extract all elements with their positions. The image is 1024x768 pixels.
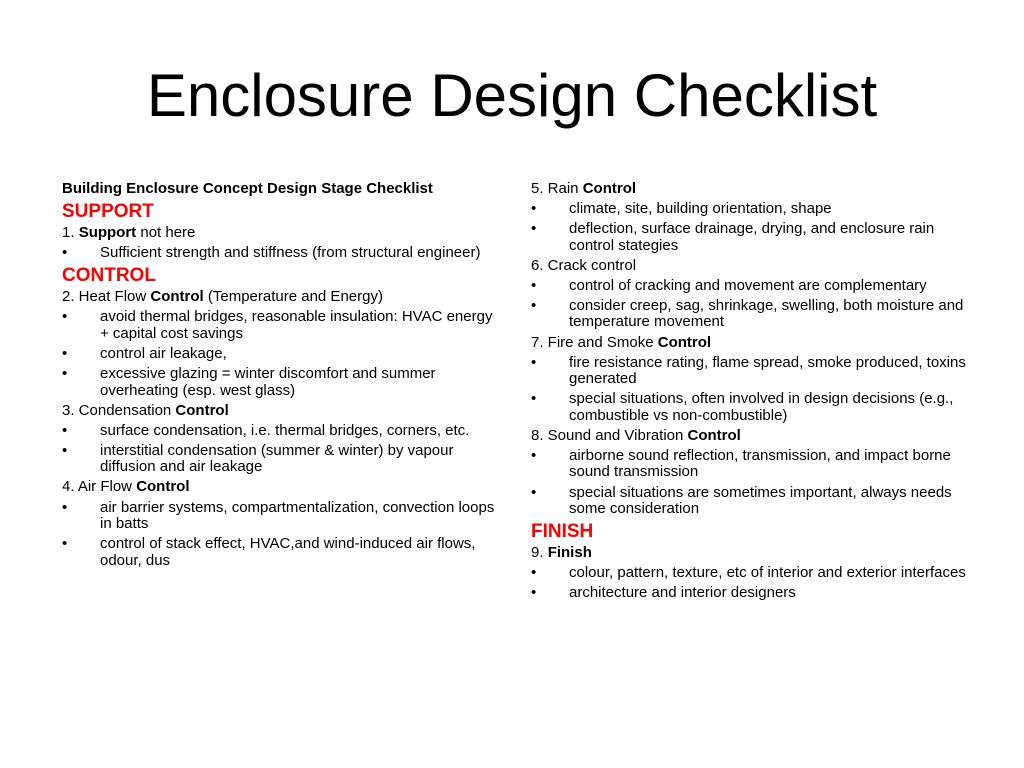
bullet-icon: • bbox=[531, 296, 537, 314]
item-7-heading: 7. Fire and Smoke Control bbox=[531, 333, 712, 351]
bullet-icon: • bbox=[531, 390, 537, 408]
item-1-heading: 1. Support not here bbox=[62, 224, 196, 242]
right-column bbox=[531, 181, 976, 605]
item-2-heading: 2. Heat Flow Control (Temperature and Energy) bbox=[62, 288, 383, 306]
list-item: • interstitial condensation (summer & winter) by vapour diffusion and air leakage bbox=[62, 441, 454, 476]
item-8-heading: 8. Sound and Vibration Control bbox=[531, 426, 741, 444]
bullet-icon: • bbox=[62, 441, 68, 459]
list-item: • deflection, surface drainage, drying, and enclosure rain control stategies bbox=[531, 220, 935, 254]
bullet-icon: • bbox=[531, 564, 537, 582]
list-item: • architecture and interior designers bbox=[531, 584, 796, 602]
section-heading-support: SUPPORT bbox=[62, 201, 154, 223]
bullet-icon: • bbox=[531, 220, 537, 238]
bullet-icon: • bbox=[531, 584, 537, 602]
list-item: • control air leakage, bbox=[62, 344, 227, 362]
list-item: • Sufficient strength and stiffness (from structural engineer) bbox=[62, 244, 481, 262]
bullet-icon: • bbox=[531, 483, 537, 501]
list-item: • control of cracking and movement are complementary bbox=[531, 276, 927, 294]
bullet-icon: • bbox=[62, 421, 68, 439]
slide-title: Enclosure Design Checklist bbox=[146, 62, 878, 129]
bullet-icon: • bbox=[62, 244, 68, 262]
list-item: • control of stack effect, HVAC,and wind-induced air flows, odour, dus bbox=[62, 535, 476, 569]
bullet-icon: • bbox=[531, 353, 537, 371]
list-item: • surface condensation, i.e. thermal bridges, corners, etc. bbox=[62, 421, 470, 439]
item-9-heading: 9. Finish bbox=[531, 544, 592, 562]
item-6-heading: 6. Crack control bbox=[531, 256, 637, 274]
bullet-icon: • bbox=[531, 276, 537, 294]
item-5-heading: 5. Rain Control bbox=[531, 180, 637, 197]
bullet-icon: • bbox=[531, 200, 537, 218]
bullet-icon: • bbox=[62, 308, 68, 326]
item-3-heading: 3. Condensation Control bbox=[62, 401, 229, 419]
checklist-subtitle: Building Enclosure Concept Design Stage Checklist bbox=[62, 180, 433, 197]
bullet-icon: • bbox=[62, 344, 68, 362]
list-item: • consider creep, sag, shrinkage, swelling, both moisture and temperature movement bbox=[531, 296, 964, 331]
list-item: • excessive glazing = winter discomfort and summer overheating (esp. west glass) bbox=[62, 365, 436, 399]
list-item: • colour, pattern, texture, etc of interior and exterior interfaces bbox=[531, 564, 966, 582]
bullet-icon: • bbox=[62, 365, 68, 383]
bullet-icon: • bbox=[531, 446, 537, 464]
section-heading-finish: FINISH bbox=[531, 521, 594, 543]
bullet-icon: • bbox=[62, 498, 68, 516]
list-item: • special situations, often involved in design decisions (e.g., combustible vs non-combustible) bbox=[531, 390, 954, 424]
item-4-heading: 4. Air Flow Control bbox=[62, 478, 190, 496]
section-heading-control: CONTROL bbox=[62, 265, 156, 287]
list-item: • airborne sound reflection, transmission, and impact borne sound transmission bbox=[531, 446, 951, 481]
list-item: • avoid thermal bridges, reasonable insulation: HVAC energy + capital cost savings bbox=[62, 308, 493, 342]
list-item: • fire resistance rating, flame spread, smoke produced, toxins generated bbox=[531, 353, 966, 388]
list-item: • air barrier systems, compartmentalization, convection loops in batts bbox=[62, 498, 495, 533]
list-item: • climate, site, building orientation, shape bbox=[531, 200, 832, 218]
bullet-icon: • bbox=[62, 535, 68, 553]
list-item: • special situations are sometimes important, always needs some consideration bbox=[531, 483, 952, 518]
left-column bbox=[62, 181, 502, 573]
